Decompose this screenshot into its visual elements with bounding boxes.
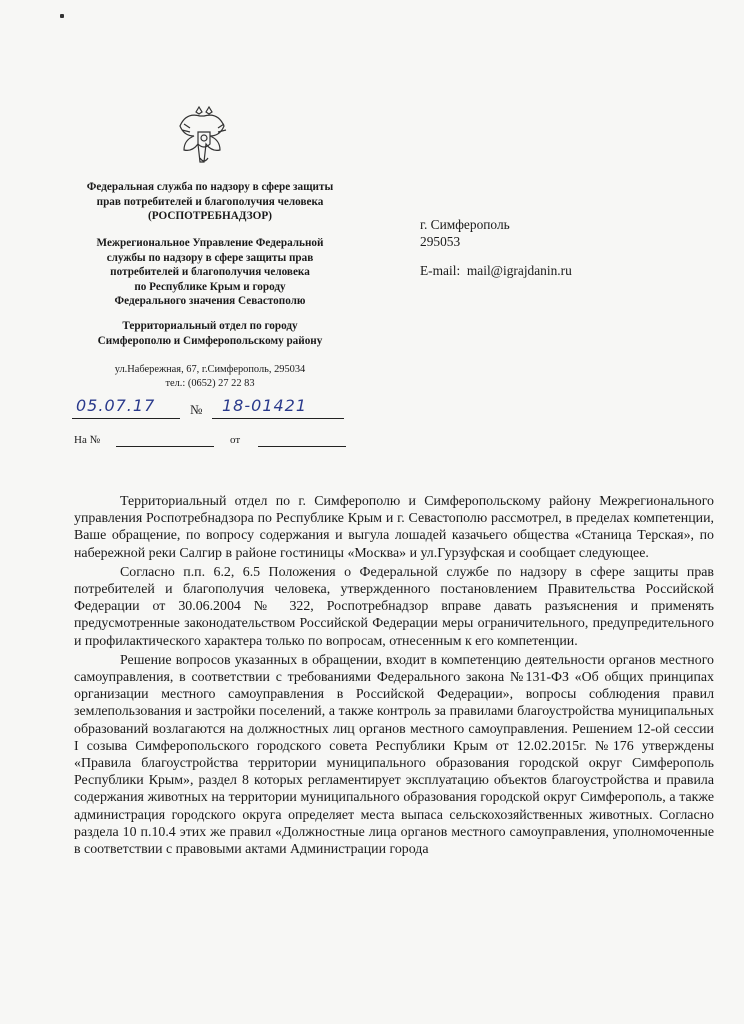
number-sign: №	[190, 402, 203, 417]
body-paragraph: Согласно п.п. 6.2, 6.5 Положения о Федеральной службе по надзору в сфере защиты прав потребителей и благополучия человека, утвержденного постановлением Правительства Российской Федерации от 30.06.2004 № 322, Роспотребнадзор вправе давать разъяснения и применять предусмотренные законодательством Российской Федерации меры ограничительного, предупредительного и профилактического характера только по вопросам, отнесенным к его компетенции.	[74, 564, 714, 649]
body-paragraph: Решение вопросов указанных в обращении, входит в компетенцию деятельности органов местного самоуправления, в соответствии с требованиями Федерального закона №131-ФЗ «Об общих принципах организации местного самоуправления в Российской Федерации», вопросы соблюдения правил землепользования и застройки поселений, а также контроль за правилами благоустройства муниципальных образований возлагаются на должностных лиц органов местного самоуправления. Решением 12-ой сессии I созыва Симферопольского городского совета Республики Крым от 12.02.2015г. №176 утверждены «Правила благоустройства территории муниципального образования городской округ Симферополь Республики Крым», раздел 8 которых регламентирует эксплуатацию объектов благоустройства и правила содержания животных на территории муниципального образования городской округ Симферополь, а также администрация городского округа определяет места выпаса сельскохозяйственных животных. Согласно раздела 10 п.10.4 этих же правил «Должностные лица органов местного самоуправления, уполномоченные в соответствии с правовыми актами Администрации города	[74, 652, 714, 858]
recipient-postcode: 295053	[420, 234, 461, 249]
reply-from-blank	[258, 446, 346, 447]
office-line: Территориальный отдел по городу	[122, 320, 298, 332]
agency-name	[60, 180, 360, 224]
reply-to-number-label: На №	[74, 434, 101, 446]
department-line: по Республике Крым и городу	[134, 280, 286, 293]
agency-line: прав потребителей и благополучия человека	[96, 195, 324, 208]
department-line: потребителей и благополучия человека	[110, 266, 310, 279]
office-name	[60, 319, 360, 348]
outgoing-date: 05.07.17	[76, 396, 156, 415]
agency-line: (РОСПОТРЕБНАДЗОР)	[148, 210, 272, 223]
letter-body	[74, 493, 714, 860]
recipient-city: г. Симферополь	[420, 217, 510, 232]
recipient-block	[420, 216, 572, 279]
department-line: службы по надзору в сфере защиты прав	[106, 251, 314, 264]
department-name	[60, 236, 360, 309]
reply-from-label: от	[230, 434, 241, 446]
office-line: Симферополю и Симферопольскому району	[97, 334, 323, 347]
date-underline	[72, 418, 180, 419]
agency-line: Федеральная служба по надзору в сфере защиты	[86, 181, 334, 193]
sender-phone: тел.: (0652) 27 22 83	[165, 377, 255, 389]
email-label: E-mail:	[420, 263, 461, 278]
department-line: Межрегиональное Управление Федеральной	[96, 237, 324, 249]
coat-of-arms-icon	[176, 104, 232, 168]
scan-speck	[60, 14, 64, 18]
number-underline	[212, 418, 344, 419]
sender-address: ул.Набережная, 67, г.Симферополь, 295034	[114, 364, 306, 375]
reply-number-blank	[116, 446, 214, 447]
body-paragraph: Территориальный отдел по г. Симферополю и Симферопольскому району Межрегионального управления Роспотребнадзора по Республике Крым и г. Севастополю рассмотрел, в пределах компетенции, Ваше обращение, по вопросу содержания и выгула лошадей казачьего общества «Станица Терская», по набережной реки Салгир в районе гостиницы «Москва» и ул.Гурзуфская и сообщает следующее.	[74, 494, 714, 561]
sender-address-block	[60, 363, 360, 390]
department-line: Федерального значения Севастополю	[114, 295, 306, 308]
recipient-email-row	[420, 262, 572, 279]
recipient-email: mail@igrajdanin.ru	[466, 263, 572, 278]
outgoing-number: 18-01421	[222, 396, 308, 415]
